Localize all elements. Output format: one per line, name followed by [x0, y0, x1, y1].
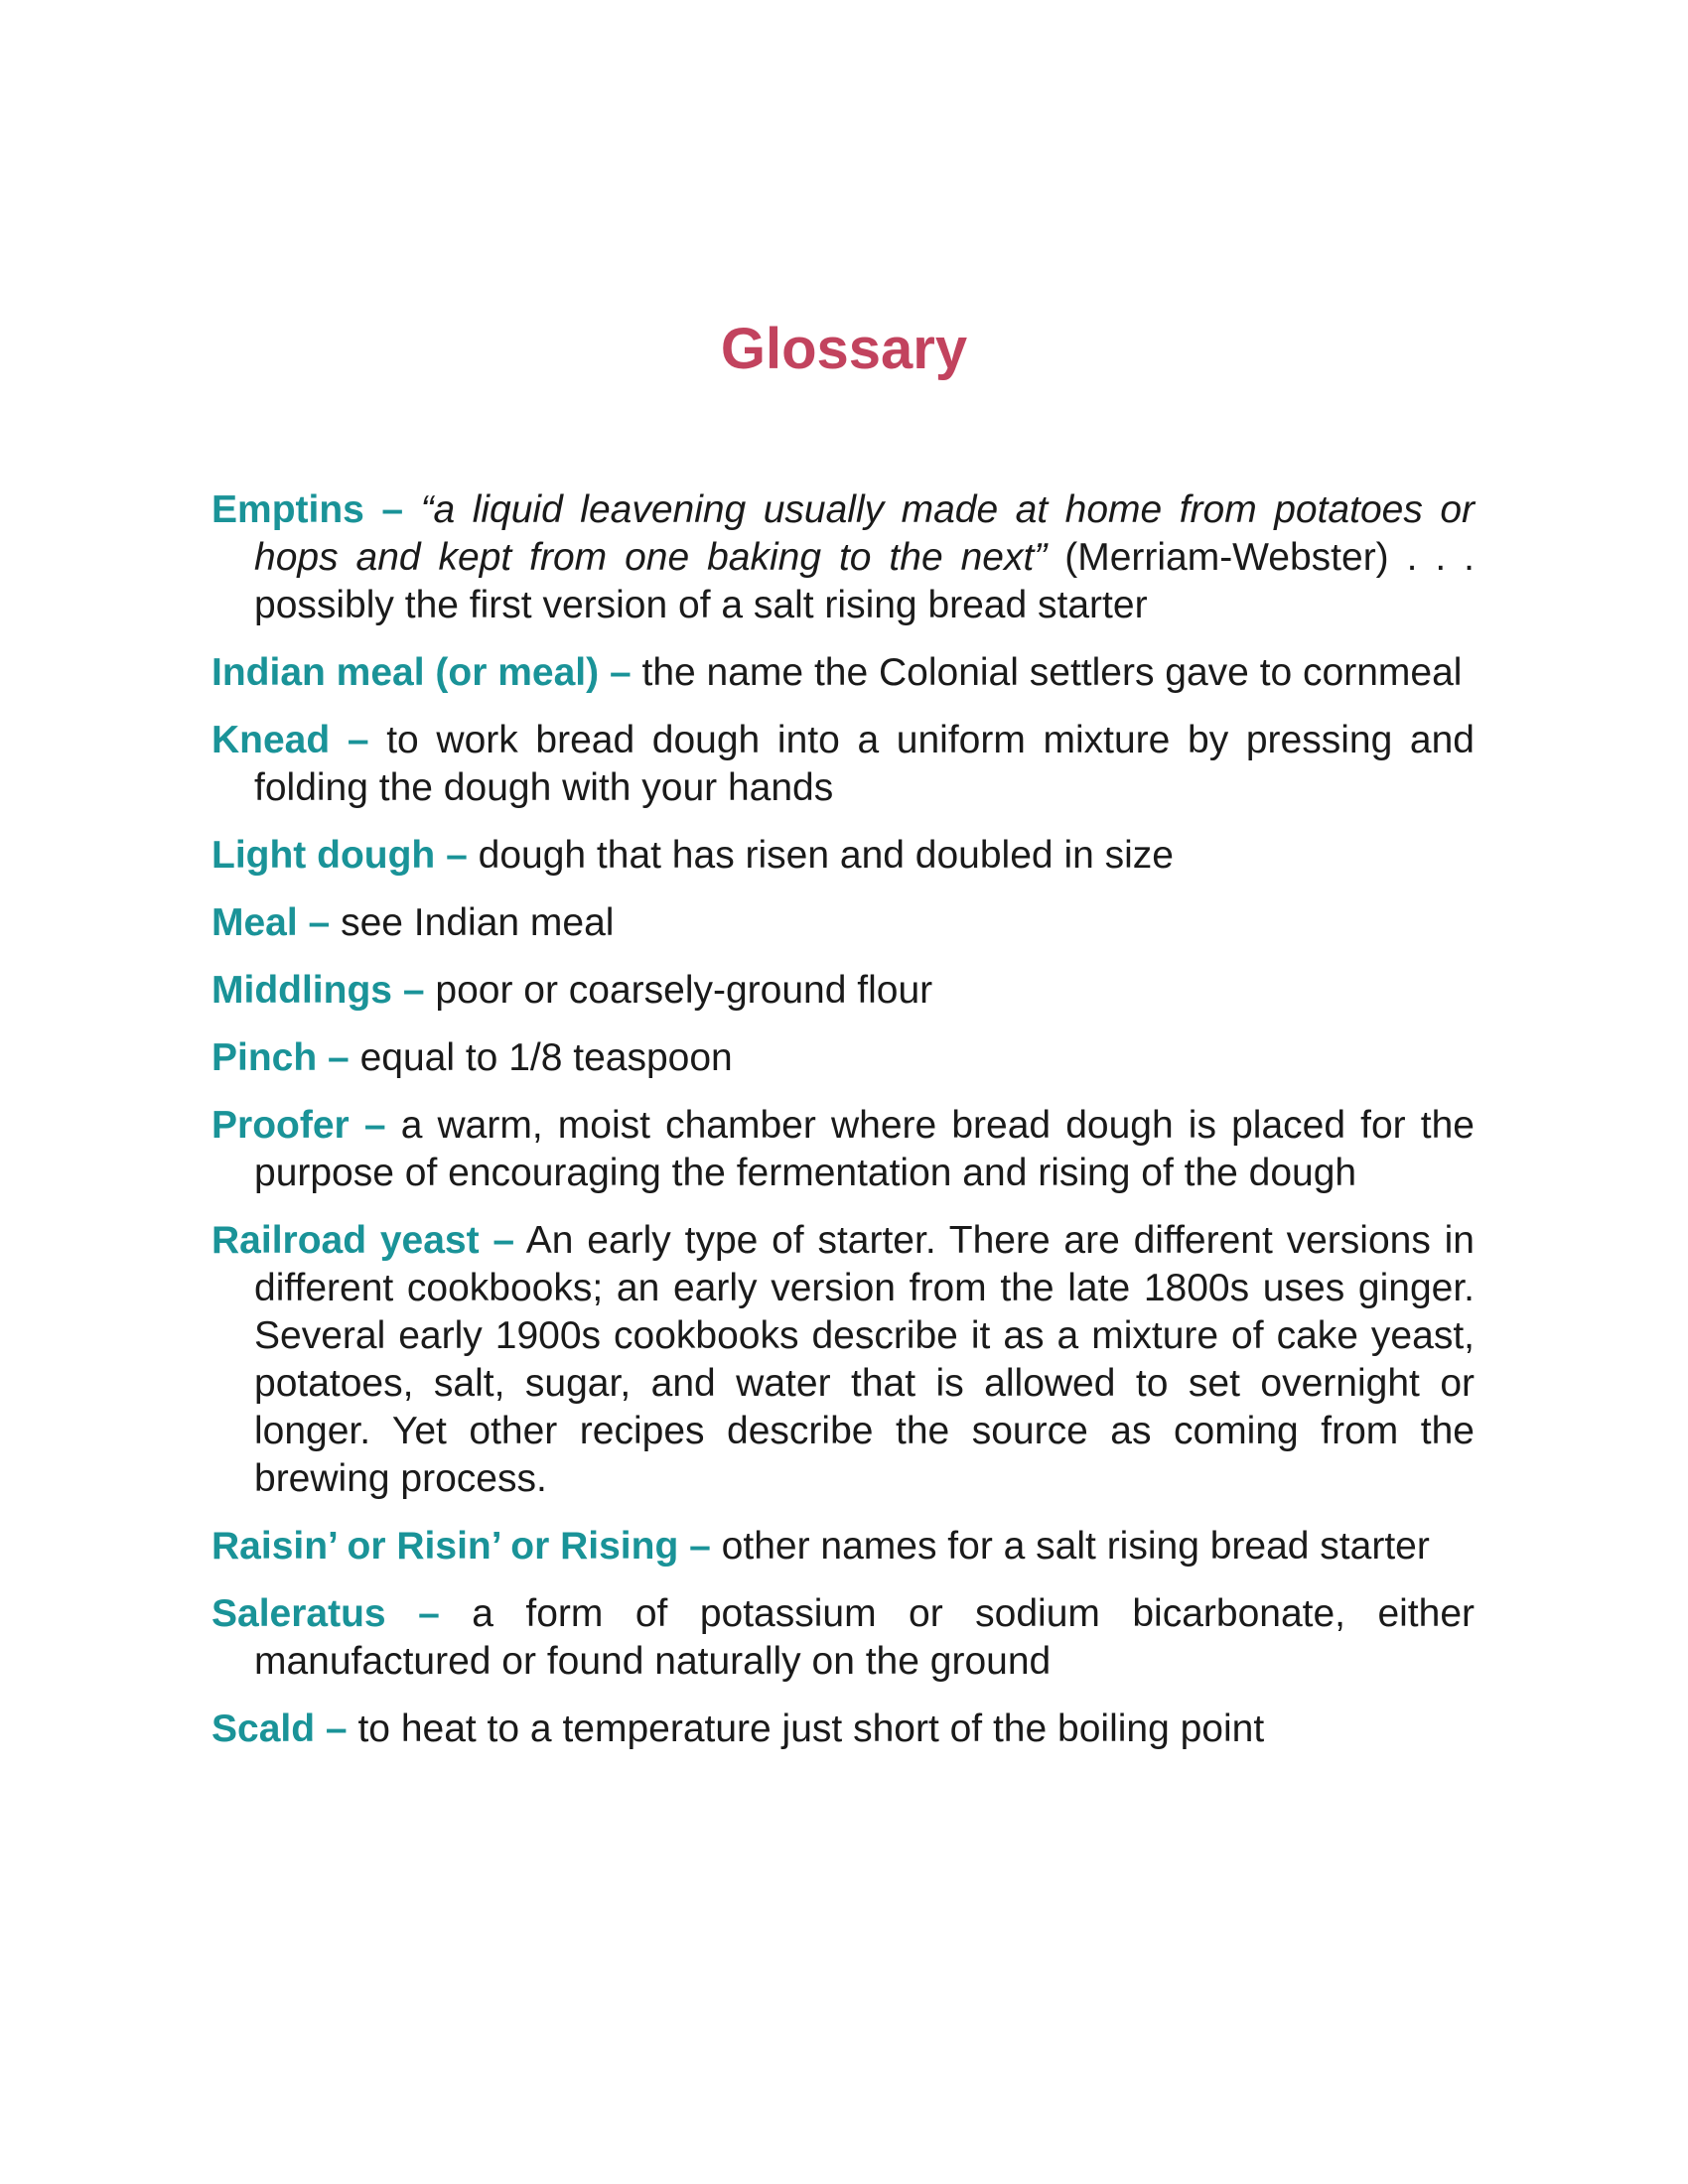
glossary-entry-light-dough: [211, 832, 1475, 880]
glossary-definition: to work bread dough into a uniform mixture by pressing and folding the dough with your hands: [254, 719, 1475, 809]
glossary-definition: see Indian meal: [341, 901, 615, 944]
glossary-definition: a form of potassium or sodium bicarbonate, either manufactured or found naturally on the ground: [254, 1592, 1476, 1683]
term-separator: –: [363, 1104, 386, 1147]
glossary-entry-scald: [211, 1706, 1475, 1753]
glossary-definition: other names for a salt rising bread starter: [721, 1525, 1430, 1568]
glossary-entry-indian-meal: [211, 649, 1475, 697]
glossary-entry-middlings: [211, 967, 1475, 1015]
term-separator: –: [446, 834, 468, 877]
glossary-term: Indian meal (or meal): [211, 651, 600, 694]
glossary-quote: “a liquid leavening usually made at home from potatoes or hops and kept from one baking to the next”: [254, 488, 1475, 579]
glossary-definition: the name the Colonial settlers gave to cornmeal: [641, 651, 1463, 694]
glossary-list: [211, 486, 1475, 1773]
glossary-term: Raisin’ or Risin’ or Rising: [211, 1525, 679, 1568]
term-separator: –: [418, 1592, 440, 1635]
glossary-entry-knead: [211, 717, 1475, 812]
glossary-definition: poor or coarsely-ground flour: [435, 969, 933, 1012]
glossary-term: Saleratus: [211, 1592, 386, 1635]
glossary-definition: a warm, moist chamber where bread dough is placed for the purpose of encouraging the fermentation and rising of the dough: [254, 1104, 1475, 1194]
glossary-definition: to heat to a temperature just short of the boiling point: [357, 1707, 1265, 1750]
glossary-term: Knead: [211, 719, 331, 761]
term-separator: –: [609, 651, 632, 694]
glossary-term: Middlings: [211, 969, 392, 1012]
glossary-term: Meal: [211, 901, 298, 944]
term-separator: –: [492, 1219, 515, 1262]
glossary-term: Proofer: [211, 1104, 350, 1147]
glossary-term: Pinch: [211, 1036, 318, 1079]
glossary-definition: equal to 1/8 teaspoon: [359, 1036, 733, 1079]
glossary-entry-railroad-yeast: [211, 1217, 1475, 1503]
term-separator: –: [308, 901, 331, 944]
glossary-entry-proofer: [211, 1102, 1475, 1197]
glossary-definition: dough that has risen and doubled in size: [478, 834, 1174, 877]
glossary-term: Railroad yeast: [211, 1219, 480, 1262]
glossary-entry-saleratus: [211, 1590, 1475, 1686]
page-title: Glossary: [720, 317, 968, 381]
term-separator: –: [381, 488, 404, 531]
glossary-entry-rising: [211, 1523, 1475, 1570]
glossary-definition: (Merriam-Webster) . . . possibly the first version of a salt rising bread starter: [254, 536, 1475, 626]
term-separator: –: [328, 1036, 350, 1079]
glossary-entry-pinch: [211, 1034, 1475, 1082]
term-separator: –: [689, 1525, 711, 1568]
term-separator: –: [402, 969, 425, 1012]
glossary-definition: An early type of starter. There are different versions in different cookbooks; an early version from the late 1800s uses ginger. Several early 1900s cookbooks describe it as a mixture of cake yeast, potatoes, salt, sugar, and water that is allowed to set overnight or longer. Yet other recipes describe the source as coming from the brewing process.: [254, 1219, 1475, 1500]
glossary-entry-meal: [211, 899, 1475, 947]
term-separator: –: [325, 1707, 348, 1750]
term-separator: –: [347, 719, 369, 761]
glossary-entry-emptins: [211, 486, 1475, 629]
glossary-term: Emptins: [211, 488, 364, 531]
glossary-term: Scald: [211, 1707, 316, 1750]
glossary-term: Light dough: [211, 834, 436, 877]
